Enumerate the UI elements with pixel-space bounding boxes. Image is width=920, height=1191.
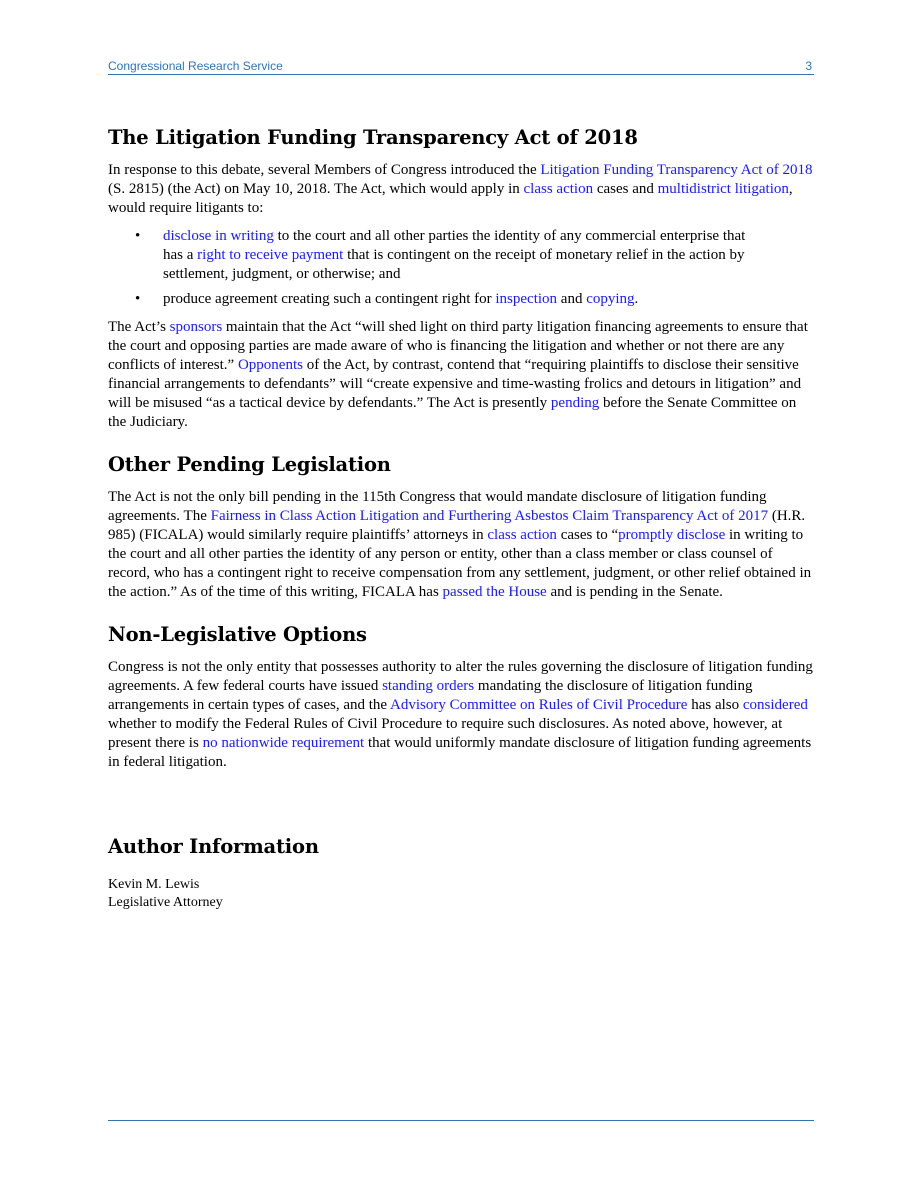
text: (S. 2815) (the Act) on May 10, 2018. The Act, which would apply in — [108, 181, 524, 197]
link-multidistrict-litigation[interactable]: multidistrict litigation — [657, 181, 789, 197]
text: produce agreement creating such a contingent right for — [163, 291, 496, 307]
section-heading: Other Pending Legislation — [108, 453, 391, 476]
author-name: Kevin M. Lewis — [108, 877, 200, 892]
link-pending[interactable]: pending — [550, 395, 600, 411]
text: cases and — [593, 181, 658, 197]
section-heading: Non-Legislative Options — [108, 623, 367, 646]
text: whether to modify the Federal Rules of Civil Procedure to require such disclosures. As noted above, however, at present there is — [108, 716, 783, 751]
link-inspection[interactable]: inspection — [495, 291, 558, 307]
paragraph — [108, 488, 814, 602]
section-heading: The Litigation Funding Transparency Act of 2018 — [108, 126, 638, 149]
page-number: 3 — [805, 59, 812, 73]
author-information — [108, 834, 814, 912]
text: in writing to the court and all other parties the identity of any person or entity, other than a class member or class counsel of record, who has a contingent right to receive compensation from any settlement, judgment, or other relief obtained in the action.” As of the time of this writing, FICALA has — [108, 527, 812, 600]
link-class-action[interactable]: class action — [487, 527, 557, 543]
requirements-list — [108, 227, 814, 309]
link-class-action[interactable]: class action — [523, 181, 594, 197]
link-opponents[interactable]: Opponents — [237, 357, 303, 373]
link-sponsors[interactable]: sponsors — [169, 319, 223, 335]
text: and is pending in the Senate. — [546, 584, 723, 600]
bullet-icon: • — [135, 291, 141, 307]
link-standing-orders[interactable]: standing orders — [382, 678, 475, 694]
text: of the Act, by contrast, contend that “requiring plaintiffs to disclose their sensitive financial arrangements to defendants” will “create expensive and time-wasting frolics and detours in litigation” and will be misused “as a tactical device by defendants.” The Act is presently — [108, 357, 802, 411]
header-org: Congressional Research Service — [108, 59, 283, 73]
text: before the Senate Committee on the Judiciary. — [108, 395, 797, 430]
paragraph — [108, 318, 814, 432]
document-body — [108, 125, 814, 912]
list-item — [108, 227, 814, 284]
author-role: Legislative Attorney — [108, 895, 223, 910]
link-passed-the-house[interactable]: passed the House — [442, 584, 547, 600]
section-non-legislative-options — [108, 622, 814, 772]
paragraph — [108, 658, 814, 772]
link-right-to-receive-payment[interactable]: right to receive payment — [197, 247, 344, 263]
text: mandating the disclosure of litigation funding arrangements in certain types of cases, and the — [108, 678, 753, 713]
link-copying[interactable]: copying — [586, 291, 635, 307]
link-ficala[interactable]: Fairness in Class Action Litigation and Furthering Asbestos Claim Transparency Act of 2017 — [210, 508, 769, 524]
paragraph — [108, 161, 814, 218]
link-litigation-funding-act[interactable]: Litigation Funding Transparency Act of 2018 — [540, 162, 813, 178]
link-considered[interactable]: considered — [742, 697, 808, 713]
text: maintain that the Act “will shed light on third party litigation financing agreements to ensure that the court and opposing parties are made aware of who is financing the litigation and whether or not there are any conflicts of interest.” — [108, 319, 808, 373]
link-advisory-committee[interactable]: Advisory Committee on Rules of Civil Procedure — [389, 697, 688, 713]
link-disclose-in-writing[interactable]: disclose in writing — [163, 228, 274, 244]
text: has also — [687, 697, 743, 713]
text: The Act is not the only bill pending in the 115th Congress that would mandate disclosure of litigation funding agreements. The — [108, 489, 767, 524]
text: and — [557, 291, 587, 307]
text: The Act’s — [108, 319, 170, 335]
link-no-nationwide-requirement[interactable]: no nationwide requirement — [202, 735, 365, 751]
bullet-icon: • — [135, 228, 141, 244]
text: In response to this debate, several Members of Congress introduced the — [108, 162, 541, 178]
section-litigation-funding-act — [108, 125, 814, 432]
text: . — [634, 291, 639, 307]
text: Congress is not the only entity that possesses authority to alter the rules governing the disclosure of litigation funding agreements. A few federal courts have issued — [108, 659, 813, 694]
footer-divider — [108, 1120, 814, 1121]
text: cases to “ — [556, 527, 619, 543]
text: that would uniformly mandate disclosure of litigation funding agreements in federal litigation. — [108, 735, 812, 770]
link-promptly-disclose[interactable]: promptly disclose — [618, 527, 726, 543]
section-other-pending-legislation — [108, 452, 814, 602]
text: to the court and all other parties the identity of any commercial enterprise that has a — [163, 228, 746, 263]
text: that is contingent on the receipt of monetary relief in the action by settlement, judgment, or otherwise; and — [163, 247, 745, 282]
list-item — [108, 290, 814, 309]
text: , would require litigants to: — [108, 181, 793, 216]
page-header — [108, 58, 814, 75]
text: (H.R. 985) (FICALA) would similarly require plaintiffs’ attorneys in — [108, 508, 806, 543]
section-heading: Author Information — [108, 835, 319, 858]
